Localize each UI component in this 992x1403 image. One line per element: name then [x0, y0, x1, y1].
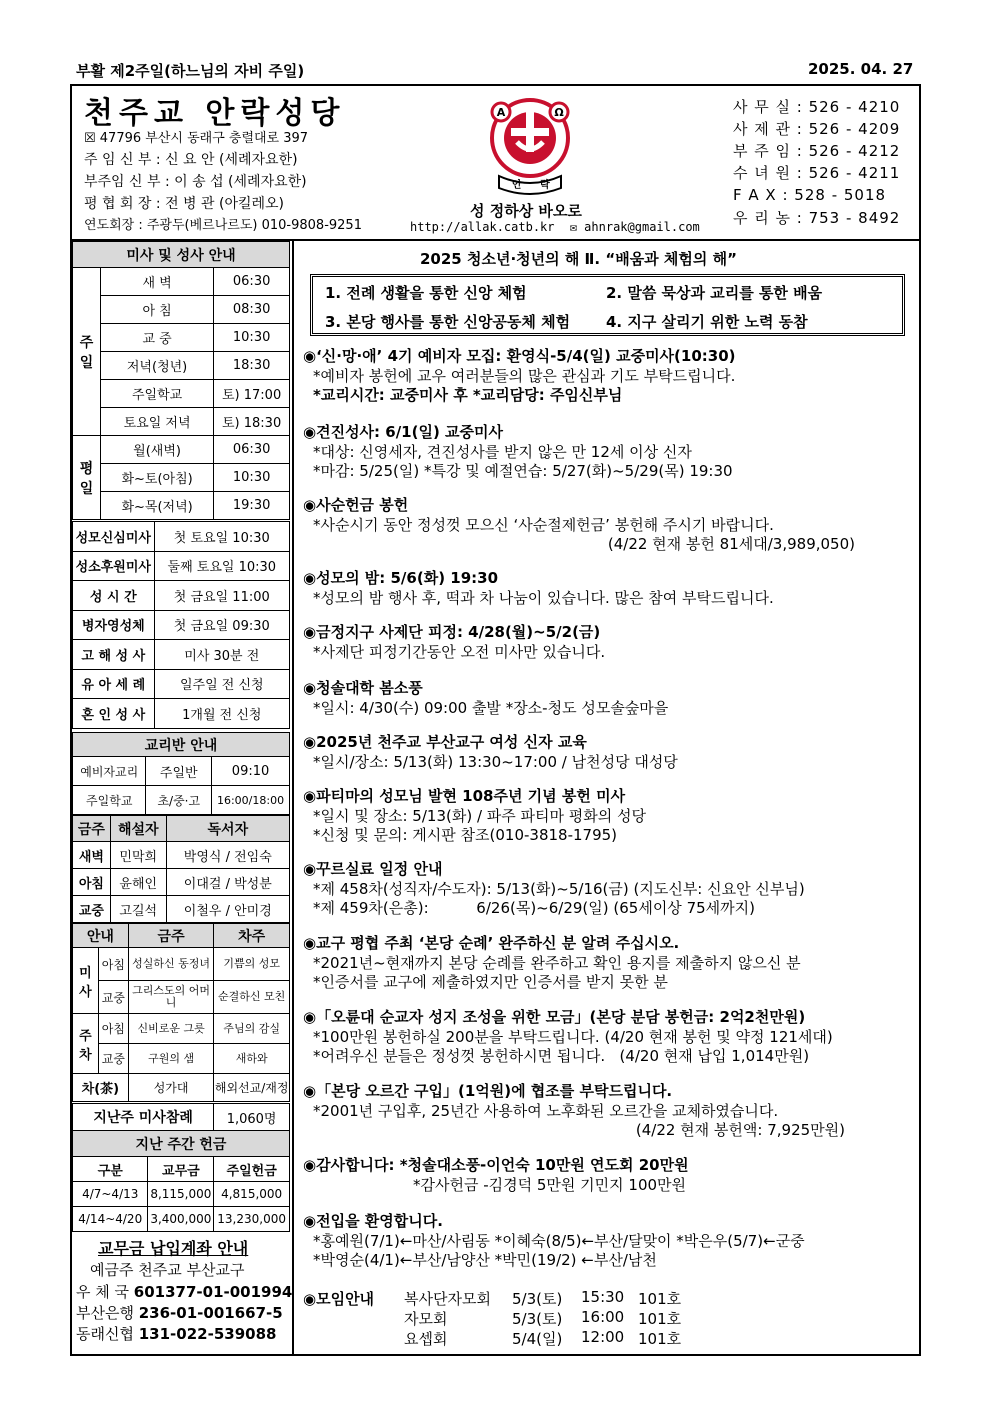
mass-time: 10:30: [214, 324, 290, 352]
hymns-table: [72, 923, 290, 1102]
attendance-label: 지난주 미사참례: [73, 1104, 214, 1131]
catechism-table: [72, 732, 290, 815]
mass-name: 화~목(저녁): [100, 492, 213, 520]
liturgical-day: 부활 제2주일(하느님의 자비 주일): [76, 62, 305, 80]
hymn-mass: 아침: [98, 948, 128, 981]
contact-convent: 수 녀 원 : 526 - 4211: [733, 164, 901, 182]
commentator: 민막희: [110, 842, 166, 869]
sacrament-name: 유 아 세 례: [73, 669, 155, 699]
offering-period: 4/14~4/20: [73, 1207, 148, 1232]
mass-time: 10:30: [214, 464, 290, 492]
hymns-header: 안내: [73, 924, 129, 948]
column-divider: [292, 239, 294, 1356]
notice-women-education: ◉2025년 천주교 부산교구 여성 신자 교육 *일시/장소: 5/13(화) 13:30~17:00 / 남천성당 대성당: [303, 733, 678, 771]
sacrament-table: [72, 521, 290, 729]
mass-time: 토) 18:30: [214, 408, 290, 436]
mass-name: 새 벽: [100, 268, 213, 296]
sacrament-time: 첫 금요일 09:30: [154, 610, 289, 640]
notice-retreat: ◉금정지구 사제단 피정: 4/28(월)~5/2(금) *사제단 피정기간동안 오전 미사만 있습니다.: [303, 623, 606, 661]
hymn-next: 순결하신 모친: [214, 981, 290, 1014]
mass-title: 미사 및 성사 안내: [73, 242, 290, 268]
tea-this: 성가대: [128, 1074, 214, 1102]
sacrament-name: 혼 인 성 사: [73, 699, 155, 729]
meeting-date: 5/3(토): [512, 1310, 563, 1328]
reader-mass: 교중: [73, 896, 111, 923]
attendance-table: [72, 1103, 290, 1131]
meeting-date: 5/4(일): [512, 1330, 563, 1348]
offering-dues: 8,115,000: [148, 1182, 214, 1207]
notice-thanks: ◉감사합니다: *청솔대소풍-이언숙 10만원 연도회 20만원 *감사헌금 -김경덕 5만원 기민지 100만원: [303, 1156, 689, 1194]
staff-council: 평 협 회 장 : 전 병 관 (아킬레오): [84, 196, 285, 212]
offering-table: [72, 1130, 290, 1232]
theme-item: 3. 본당 행사를 통한 신앙공동체 체험: [325, 313, 571, 331]
readers-header: 독서자: [166, 816, 289, 842]
meeting-name: 복사단자모회: [404, 1290, 491, 1308]
commentator: 윤해인: [110, 869, 166, 896]
offering-header: 교무금: [148, 1157, 214, 1182]
commentator: 고길석: [110, 896, 166, 923]
notice-welcome: ◉전입을 환영합니다. *홍예원(7/1)←마산/사림동 *이혜숙(8/5)←부산/달맞이 *박은우(5/7)←군중 *박영순(4/1)←부산/남양산 *박민(19/2) ←부산/남천: [303, 1212, 805, 1269]
notice-cursillo: ◉꾸르실료 일정 안내 *제 458차(성직자/수도자): 5/13(화)~5/16(금) (지도신부: 신요안 신부님) *제 459차(은총): 6/26(목)~6/29(일) (65세이상 75세까지): [303, 860, 805, 917]
offering-header: 주일헌금: [214, 1157, 290, 1182]
sunday-label: 주일: [73, 268, 101, 436]
offering-header: 구분: [73, 1157, 148, 1182]
mass-time: 06:30: [214, 268, 290, 296]
meeting-time: 16:00: [581, 1308, 625, 1326]
theme-item: 4. 지구 살리기 위한 노력 동참: [606, 313, 808, 331]
bulletin-date: 2025. 04. 27: [808, 60, 914, 78]
notice-organ: ◉「본당 오르간 구입」(1억원)에 협조를 부탁드립니다. *2001년 구입후, 25년간 사용하여 노후화된 오르간을 교체하였습니다. (4/22 현재 봉헌액: 7,925만원): [303, 1082, 845, 1139]
mass-time: 토) 17:00: [214, 380, 290, 408]
weekday-label: 평일: [73, 436, 101, 520]
sacrament-time: 미사 30분 전: [154, 640, 289, 670]
parish-links: [410, 220, 700, 234]
tea-next: 해외선교/재정: [214, 1074, 290, 1102]
offering-sunday: 4,815,000: [214, 1182, 290, 1207]
svg-text:A: A: [496, 106, 506, 119]
contact-rectory: 사 제 관 : 526 - 4209: [733, 120, 901, 138]
sacrament-name: 고 해 성 사: [73, 640, 155, 670]
account-line: 부산은행 236-01-001667-5: [76, 1304, 283, 1322]
hymn-mass: 아침: [98, 1014, 128, 1044]
mass-table: [72, 241, 290, 520]
staff-yeondo: 연도회장 : 주광두(베르나르도) 010-9808-9251: [84, 218, 362, 233]
hymn-next: 주님의 감실: [214, 1014, 290, 1044]
notice-shrine-fund: ◉「오륜대 순교자 성지 조성을 위한 모금」(본당 분담 봉헌금: 2억2천만원) *100만원 봉헌하실 200분을 부탁드립니다. (4/20 현재 봉헌 및 약정 121세대) *어려우신 분들은 정성껏 봉헌하시면 됩니다. (4/20 현재 납입 1,014만원): [303, 1008, 833, 1065]
mass-name: 토요일 저녁: [100, 408, 213, 436]
catechism-time: 16:00/18:00: [212, 786, 290, 815]
theme-box: [310, 274, 905, 336]
reader-mass: 아침: [73, 869, 111, 896]
theme-item: 2. 말씀 묵상과 교리를 통한 배움: [606, 284, 823, 302]
catechism-day: 주일반: [146, 757, 212, 786]
meeting-name: 자모회: [404, 1310, 448, 1328]
meeting-name: 요셉회: [404, 1330, 448, 1348]
mass-name: 주일학교: [100, 380, 213, 408]
contact-farm: 우 리 농 : 753 - 8492: [733, 209, 901, 227]
offering-title: 지난 주간 헌금: [73, 1131, 290, 1157]
readers-table: [72, 815, 290, 923]
contact-fax: F A X : 528 - 5018: [733, 186, 887, 204]
hymns-header: 차주: [214, 924, 290, 948]
mass-time: 19:30: [214, 492, 290, 520]
svg-text:Ω: Ω: [554, 106, 564, 119]
account-line: 우 체 국 601377-01-001994: [76, 1283, 293, 1301]
reader-names: 박영식 / 전임숙: [166, 842, 289, 869]
hymn-group: 미사: [73, 948, 99, 1014]
mass-name: 화~토(아침): [100, 464, 213, 492]
mass-name: 교 중: [100, 324, 213, 352]
sacrament-name: 병자영성체: [73, 610, 155, 640]
reader-names: 이대걸 / 박성분: [166, 869, 289, 896]
hymn-this: 신비로운 그릇: [128, 1014, 214, 1044]
email-link[interactable]: ✉ ahnrak@gmail.com: [569, 220, 700, 234]
mass-name: 월(새벽): [100, 436, 213, 464]
meeting-date: 5/3(토): [512, 1290, 563, 1308]
hymn-group: 주차: [73, 1014, 99, 1074]
contact-assistant: 부 주 임 : 526 - 4212: [733, 142, 901, 160]
catechism-name: 주일학교: [73, 786, 146, 815]
notice-fatima-mass: ◉파티마의 성모님 발현 108주년 기념 봉헌 미사 *일시 및 장소: 5/13(화) / 파주 파티마 평화의 성당 *신청 및 문의: 게시판 참조(010-3818-1795): [303, 787, 646, 844]
catechism-day: 초/중·고: [146, 786, 212, 815]
mass-time: 06:30: [214, 436, 290, 464]
parish-logo: [487, 90, 573, 200]
offering-dues: 3,400,000: [148, 1207, 214, 1232]
hymns-header: 금주: [128, 924, 214, 948]
patron-saint: 성 정하상 바오로: [470, 202, 582, 220]
mass-name: 저녁(청년): [100, 352, 213, 380]
tea-label: 차(茶): [73, 1074, 129, 1102]
svg-text:락: 락: [540, 180, 550, 191]
catechism-title: 교리반 안내: [73, 733, 290, 757]
notice-pilgrimage: ◉교구 평협 주최 ‘본당 순례’ 완주하신 분 알려 주십시오. *2021년~현재까지 본당 순례를 완주하고 확인 용지를 제출하지 않으신 분 *인증서를 교구에 제출하였지만 인증서를 받지 못한 분: [303, 934, 801, 991]
website-link[interactable]: http://allak.catb.kr: [410, 220, 555, 234]
notice-marian-night: ◉성모의 밤: 5/6(화) 19:30 *성모의 밤 행사 후, 떡과 차 나눔이 있습니다. 많은 참여 부탁드립니다.: [303, 569, 774, 607]
sacrament-name: 성모신심미사: [73, 522, 155, 552]
notice-picnic: ◉청솔대학 봄소풍 *일시: 4/30(수) 09:00 출발 *장소-청도 성모솔숲마을: [303, 679, 669, 717]
notice-confirmation: ◉견진성사: 6/1(일) 교중미사 *대상: 신영세자, 견진성사를 받지 않은 만 12세 이상 신자 *마감: 5/25(일) *특강 및 예절연습: 5/27(화)~5/29(목) 19:30: [303, 423, 733, 480]
hymn-mass: 교중: [98, 1044, 128, 1074]
reader-mass: 새벽: [73, 842, 111, 869]
sacrament-time: 첫 금요일 11:00: [154, 581, 289, 611]
mass-time: 08:30: [214, 296, 290, 324]
parish-title: 천주교 안락성당: [84, 96, 346, 131]
notice-lent-offering: ◉사순헌금 봉헌 *사순시기 동안 정성껏 모으신 ‘사순절제헌금’ 봉헌해 주시기 바랍니다. (4/22 현재 봉헌 81세대/3,989,050): [303, 496, 855, 553]
notice-catechumen: ◉‘신·망·애’ 4기 예비자 모집: 환영식-5/4(일) 교중미사(10:30) *예비자 봉헌에 교우 여러분들의 많은 관심과 기도 부탁드립니다. *교리시간: 교중미사 후 *교리담당: 주임신부님: [303, 347, 736, 404]
svg-text:안: 안: [512, 180, 522, 191]
account-title: 교무금 납입계좌 안내: [98, 1239, 249, 1258]
offering-sunday: 13,230,000: [214, 1207, 290, 1232]
sacrament-name: 성 시 간: [73, 581, 155, 611]
mass-time: 18:30: [214, 352, 290, 380]
sacrament-time: 1개월 전 신청: [154, 699, 289, 729]
theme-title: 2025 청소년·청년의 해 Ⅱ. “배움과 체험의 해”: [420, 250, 737, 268]
meeting-room: 101호: [638, 1310, 682, 1328]
hymn-this: 성실하신 동정녀: [128, 948, 214, 981]
catechism-name: 예비자교리: [73, 757, 146, 786]
contact-office: 사 무 실 : 526 - 4210: [733, 98, 901, 116]
sacrament-time: 일주일 전 신청: [154, 669, 289, 699]
meeting-room: 101호: [638, 1290, 682, 1308]
readers-header: 해설자: [110, 816, 166, 842]
hymn-mass: 교중: [98, 981, 128, 1014]
parish-address: ☒ 47796 부산시 동래구 충렬대로 397: [84, 131, 309, 146]
account-line: 동래신협 131-022-539088: [76, 1325, 277, 1343]
sacrament-time: 첫 토요일 10:30: [154, 522, 289, 552]
meeting-time: 12:00: [581, 1328, 625, 1346]
sacrament-time: 둘째 토요일 10:30: [154, 551, 289, 581]
sacrament-name: 성소후원미사: [73, 551, 155, 581]
catechism-time: 09:10: [212, 757, 290, 786]
hymn-this: 그리스도의 어머니: [128, 981, 214, 1014]
staff-assistant: 부주임 신 부 : 이 송 섭 (세례자요한): [84, 174, 307, 190]
attendance-value: 1,060명: [214, 1104, 290, 1131]
staff-pastor: 주 임 신 부 : 신 요 안 (세례자요한): [84, 152, 298, 168]
meeting-room: 101호: [638, 1330, 682, 1348]
meetings-label: ◉모임안내: [303, 1290, 375, 1308]
mass-name: 아 침: [100, 296, 213, 324]
hymn-next: 새하와: [214, 1044, 290, 1074]
theme-item: 1. 전례 생활을 통한 신앙 체험: [325, 284, 527, 302]
readers-header: 금주: [73, 816, 111, 842]
hymn-next: 기쁨의 성모: [214, 948, 290, 981]
meeting-time: 15:30: [581, 1288, 625, 1306]
offering-period: 4/7~4/13: [73, 1182, 148, 1207]
reader-names: 이철우 / 안미경: [166, 896, 289, 923]
account-holder: 예금주 천주교 부산교구: [90, 1261, 245, 1279]
hymn-this: 구원의 샘: [128, 1044, 214, 1074]
